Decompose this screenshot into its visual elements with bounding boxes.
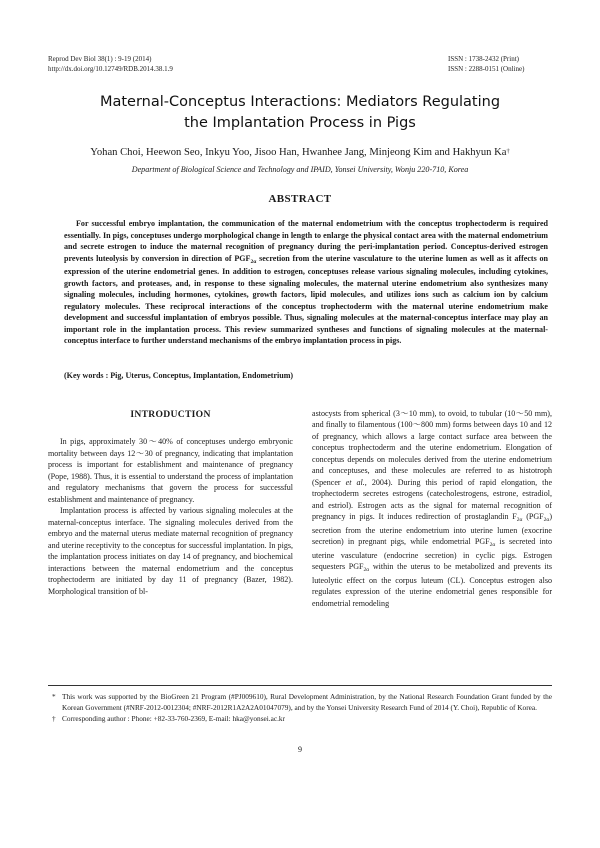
right-column <box>312 408 552 609</box>
left-column <box>48 408 293 597</box>
abstract-subscript: 2α <box>250 258 257 265</box>
author-list <box>40 146 560 159</box>
subscript: 2α <box>543 517 550 524</box>
issn-print: ISSN : 1738-2432 (Print) <box>448 55 519 63</box>
title-line-1: Maternal-Conceptus Interactions: Mediators Regulating <box>99 94 501 110</box>
article-title <box>40 92 560 134</box>
subscript: 2α <box>363 567 370 574</box>
corresponding-footnote <box>48 713 552 724</box>
issn-header <box>448 54 552 74</box>
text-run: is secreted into uterine vasculature (endocrine secretion) in cyclic pigs. Estrogen sequesters PGF <box>312 537 553 572</box>
title-line-2: the Implantation Process in Pigs <box>184 115 416 131</box>
abstract-text <box>64 218 548 347</box>
text-run: , 2004). During this period of rapid elongation, the trophectoderm secretes estrogens (catecholestrogens, estrone, estradiol, and estriol). Estrogen acts as the signal for maternal recognition of pregnancy in pigs. It induces redirection of prostaglandin F <box>312 477 553 522</box>
abstract-heading: ABSTRACT <box>268 193 332 205</box>
corresponding-author-mark: † <box>506 148 510 155</box>
author-names: Yohan Choi, Heewon Seo, Inkyu Yoo, Jisoo Han, Hwanhee Jang, Minjeong Kim and Hakhyun Ka <box>90 147 507 158</box>
journal-citation: Reprod Dev Biol 38(1) : 9-19 (2014) <box>48 55 152 63</box>
intro-paragraph-continued <box>312 408 552 609</box>
abstract-part-a: For successful embryo implantation, the communication of the maternal endometrium with the conceptus trophectoderm is required essentially. In pigs, conceptuses undergo morphological change in length to enlarge the physical contact area with the maternal endometrium and secrete estrogen to induce the maternal recognition of pregnancy during the peri-implantation period. Conceptus-derived estrogen prevents luteolysis by conversion in direction of PGF <box>64 219 548 263</box>
subscript: 2α <box>516 517 523 524</box>
issn-online: ISSN : 2288-0151 (Online) <box>448 65 525 73</box>
doi-link[interactable]: http://dx.doi.org/10.12749/RDB.2014.38.1.9 <box>48 65 173 73</box>
abstract-part-b: secretion from the uterine vasculature to the uterine lumen as well as it affects on expression of the uterine endometrial genes. In addition to estrogen, conceptuses release various signaling molecules, including cytokines, growth factors, and proteases, and, in response to these signaling molecules, the maternal uterine endometrium also synthesizes many signaling molecules, including hormones, cytokines, growth factors, lipid molecules, and utilizes ions such as calcium ion by calcium regulatory molecules. These reciprocal interactions of the conceptus trophectoderm with the maternal uterine endometrium make development and successful implantation of embryos possible. Thus, signaling molecules at the maternal-conceptus interface may play an important role in the implantation process. This review summarized syntheses and functions of signaling molecules at the maternal-conceptus interface to further understand mechanisms of the embryo implantation process in pigs. <box>64 253 549 345</box>
intro-paragraph-2: Implantation process is affected by various signaling molecules at the maternal-conceptus interface. The signaling molecules derived from the embryo and the maternal uterus mediate maternal recognition of pregnancy and uterine receptivity to the conceptus for successful implantation. In pigs, the implantation process initiates on day 14 of pregnancy, and biochemical interactions between the maternal endometrium and the conceptus trophectoderm are initiated by day 11 of pregnancy (Bazer, 1982). Morphological transition of bl- <box>48 506 293 596</box>
footnote-mark: * <box>52 692 56 701</box>
text-run: ) secretion from the uterine endometrium into uterine lumen (exocrine secretion) in pregnant pigs, while endometrial PGF <box>312 512 552 547</box>
footnote-divider <box>48 685 552 686</box>
intro-paragraph-1: In pigs, approximately 30～40% of conceptuses undergo embryonic mortality between days 12～30 of pregnancy, indicating that implantation process is important for establishment and maintenance of pregnancy (Pope, 1988). Thus, it is essential to understand the process of implantation and regulatory mechanisms that govern the process for successful establishment and maintenance of pregnancy. <box>48 437 293 504</box>
footnote-mark: † <box>52 714 56 723</box>
affiliation: Department of Biological Science and Technology and IPAID, Yonsei University, Wonju 220-710, Korea <box>131 165 469 174</box>
subscript: 2α <box>489 542 496 549</box>
funding-footnote <box>48 691 552 713</box>
et-al: et al. <box>345 477 365 487</box>
introduction-heading: INTRODUCTION <box>130 409 211 420</box>
page-number: 9 <box>298 745 302 754</box>
keywords: (Key words : Pig, Uterus, Conceptus, Implantation, Endometrium) <box>64 371 294 380</box>
text-run: astocysts from spherical (3～10 mm), to ovoid, to tubular (10～50 mm), and finally to filamentous (100～800 mm) forms between days 10 and 12 of pregnancy, which allows a large contact surface area between the conceptus trophectoderm and the uterine endometrium. Elongation of conceptus depends on molecules derived from the uterine endometrium and conceptuses, and these molecules are referred to as histotroph (Spencer <box>312 409 552 487</box>
journal-header <box>48 54 173 74</box>
funding-text: This work was supported by the BioGreen 21 Program (#PJ009610), Rural Development Administration, by the National Research Foundation Grant funded by the Korean Government (#NRF-2012-0012304; #NRF-2012R1A2A2A01047079), and by the Yonsei University Research Fund of 2014 (Y. Choi), Republic of Korea. <box>62 692 552 712</box>
text-run: (PGF <box>522 512 544 522</box>
text-run: within the uterus to be metabolized and prevents its luteolytic effect on the corpus luteum (CL). Conceptus estrogen also regulates expression of the uterine endometrial genes responsible for endometrial remodeling <box>312 562 552 608</box>
corresponding-text: Corresponding author : Phone: +82-33-760-2369, E-mail: hka@yonsei.ac.kr <box>62 714 286 723</box>
footnotes <box>48 691 552 724</box>
